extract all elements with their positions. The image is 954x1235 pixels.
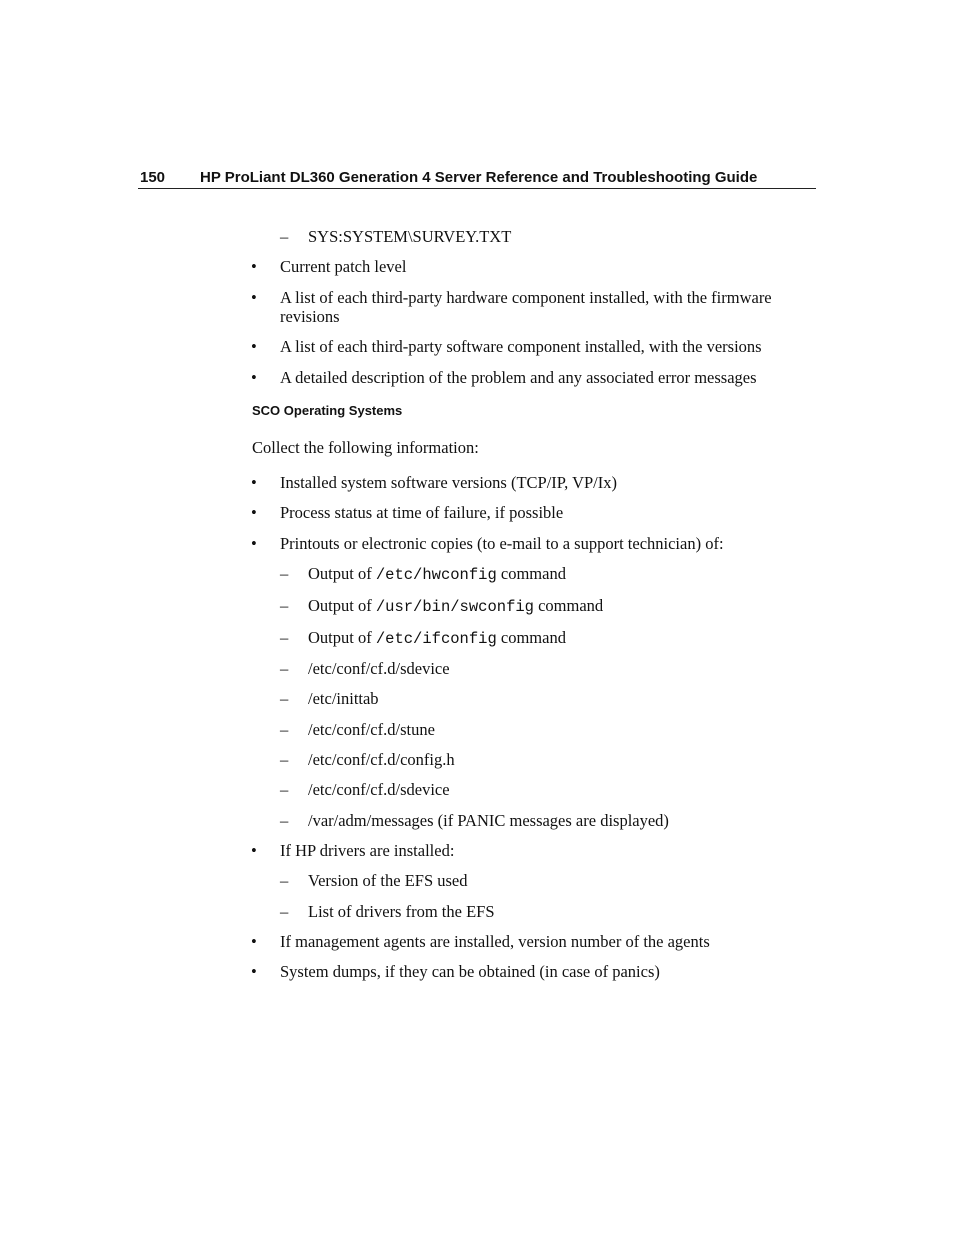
list-item: List of drivers from the EFS xyxy=(308,902,495,921)
list-item: If HP drivers are installed: xyxy=(280,841,455,860)
list-item: Version of the EFS used xyxy=(308,871,468,890)
dash-marker: – xyxy=(280,564,289,583)
dash-marker: – xyxy=(280,689,289,708)
bullet-marker: • xyxy=(251,534,257,553)
item-prefix: Output of xyxy=(308,628,376,647)
list-item xyxy=(308,596,603,616)
list-item: Printouts or electronic copies (to e-mail to a support technician) of: xyxy=(280,534,724,553)
list-item: /etc/conf/cf.d/sdevice xyxy=(308,780,450,799)
list-item: A list of each third-party software component installed, with the versions xyxy=(280,337,762,356)
list-item: Current patch level xyxy=(280,257,407,276)
dash-marker: – xyxy=(280,659,289,678)
list-item: /var/adm/messages (if PANIC messages are displayed) xyxy=(308,811,669,830)
list-item: If management agents are installed, version number of the agents xyxy=(280,932,710,951)
list-item: A detailed description of the problem and any associated error messages xyxy=(280,368,757,387)
bullet-marker: • xyxy=(251,932,257,951)
list-item xyxy=(308,628,566,648)
dash-marker: – xyxy=(280,227,289,246)
bullet-marker: • xyxy=(251,962,257,981)
list-item: /etc/conf/cf.d/config.h xyxy=(308,750,455,769)
bullet-marker: • xyxy=(251,337,257,356)
command-path: /etc/ifconfig xyxy=(375,630,497,648)
dash-marker: – xyxy=(280,871,289,890)
list-item: /etc/conf/cf.d/stune xyxy=(308,720,435,739)
item-suffix: command xyxy=(533,596,604,615)
dash-marker: – xyxy=(280,902,289,921)
dash-marker: – xyxy=(280,720,289,739)
list-item-continuation: revisions xyxy=(280,307,340,326)
running-title: HP ProLiant DL360 Generation 4 Server Reference and Troubleshooting Guide xyxy=(200,169,758,186)
command-path: /etc/hwconfig xyxy=(375,566,497,584)
command-path: /usr/bin/swconfig xyxy=(375,598,534,616)
bullet-marker: • xyxy=(251,368,257,387)
page-number: 150 xyxy=(140,169,166,186)
list-item: /etc/inittab xyxy=(308,689,379,708)
bullet-marker: • xyxy=(251,288,257,307)
item-suffix: command xyxy=(496,628,566,647)
list-item: SYS:SYSTEM\SURVEY.TXT xyxy=(308,227,512,246)
dash-marker: – xyxy=(280,811,289,830)
dash-marker: – xyxy=(280,628,289,647)
bullet-marker: • xyxy=(251,257,257,276)
bullet-marker: • xyxy=(251,841,257,860)
list-item: Installed system software versions (TCP/IP, VP/Ix) xyxy=(280,473,618,492)
list-item: System dumps, if they can be obtained (in case of panics) xyxy=(280,962,660,981)
item-prefix: Output of xyxy=(308,564,376,583)
item-suffix: command xyxy=(496,564,566,583)
intro-paragraph: Collect the following information: xyxy=(252,438,479,457)
bullet-marker: • xyxy=(251,503,257,522)
list-item xyxy=(308,564,566,584)
list-item: Process status at time of failure, if possible xyxy=(280,503,564,522)
bullet-marker: • xyxy=(251,473,257,492)
section-heading: SCO Operating Systems xyxy=(252,403,403,418)
dash-marker: – xyxy=(280,750,289,769)
list-item: /etc/conf/cf.d/sdevice xyxy=(308,659,450,678)
item-prefix: Output of xyxy=(308,596,376,615)
dash-marker: – xyxy=(280,780,289,799)
dash-marker: – xyxy=(280,596,289,615)
list-item: A list of each third-party hardware component installed, with the firmware xyxy=(280,288,772,307)
